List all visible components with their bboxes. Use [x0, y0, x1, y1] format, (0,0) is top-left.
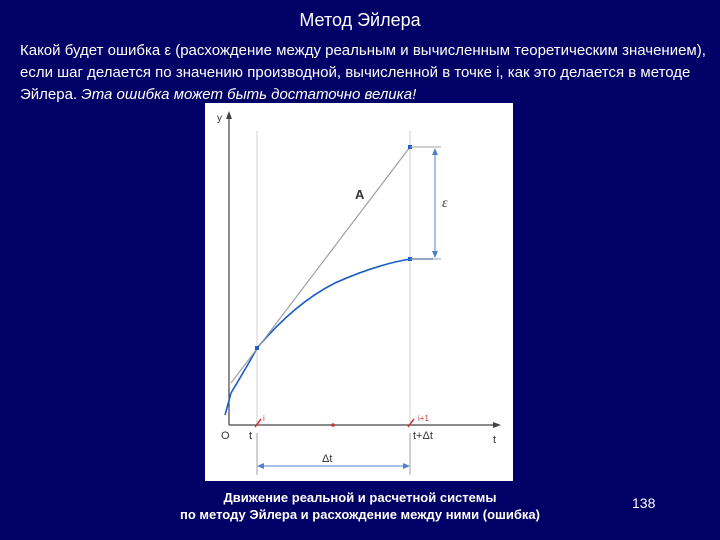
epsilon-label: ε: [442, 196, 448, 211]
i1-label: i+1: [418, 414, 429, 423]
emphasis-text: Эта ошибка может быть достаточно велика!: [81, 86, 417, 103]
t-axis-arrow: [493, 422, 501, 428]
t-label: t: [249, 430, 253, 442]
page-number: 138: [632, 495, 656, 511]
epsilon-arrow-down: [432, 251, 438, 258]
origin-label: O: [221, 430, 230, 442]
marker-mid: [331, 423, 335, 427]
marker-i: [255, 419, 261, 427]
caption-line-2: по методу Эйлера и расхождение между ними (ошибка): [180, 507, 540, 522]
point-i: [255, 346, 259, 350]
question-paragraph: [20, 40, 710, 106]
dt-arrow-right: [403, 463, 410, 469]
euler-diagram: [205, 103, 513, 481]
marker-i1: [408, 419, 414, 427]
question-text: Какой будет ошибка ε (расхождение между реальным и вычисленным теоретическим значением), если шаг делается по значению производной, вычисленной в точке i, как это делается в методе Эйлера.: [20, 42, 706, 103]
caption-line-1: Движение реальной и расчетной системы: [223, 490, 497, 505]
t-dt-label: t+Δt: [413, 430, 433, 442]
real-curve-tail: [225, 393, 231, 415]
figure-caption: [150, 489, 570, 523]
i-label: i: [263, 414, 265, 423]
point-a-label: A: [355, 187, 365, 202]
y-axis-label: y: [217, 113, 222, 124]
real-curve: [231, 259, 433, 393]
dt-label: Δt: [322, 453, 333, 465]
euler-figure: [205, 103, 513, 481]
epsilon-arrow-up: [432, 148, 438, 155]
slide-title: Метод Эйлера: [299, 10, 421, 30]
t-axis-label: t: [493, 434, 497, 446]
y-axis-arrow: [226, 111, 232, 119]
dt-arrow-left: [257, 463, 264, 469]
